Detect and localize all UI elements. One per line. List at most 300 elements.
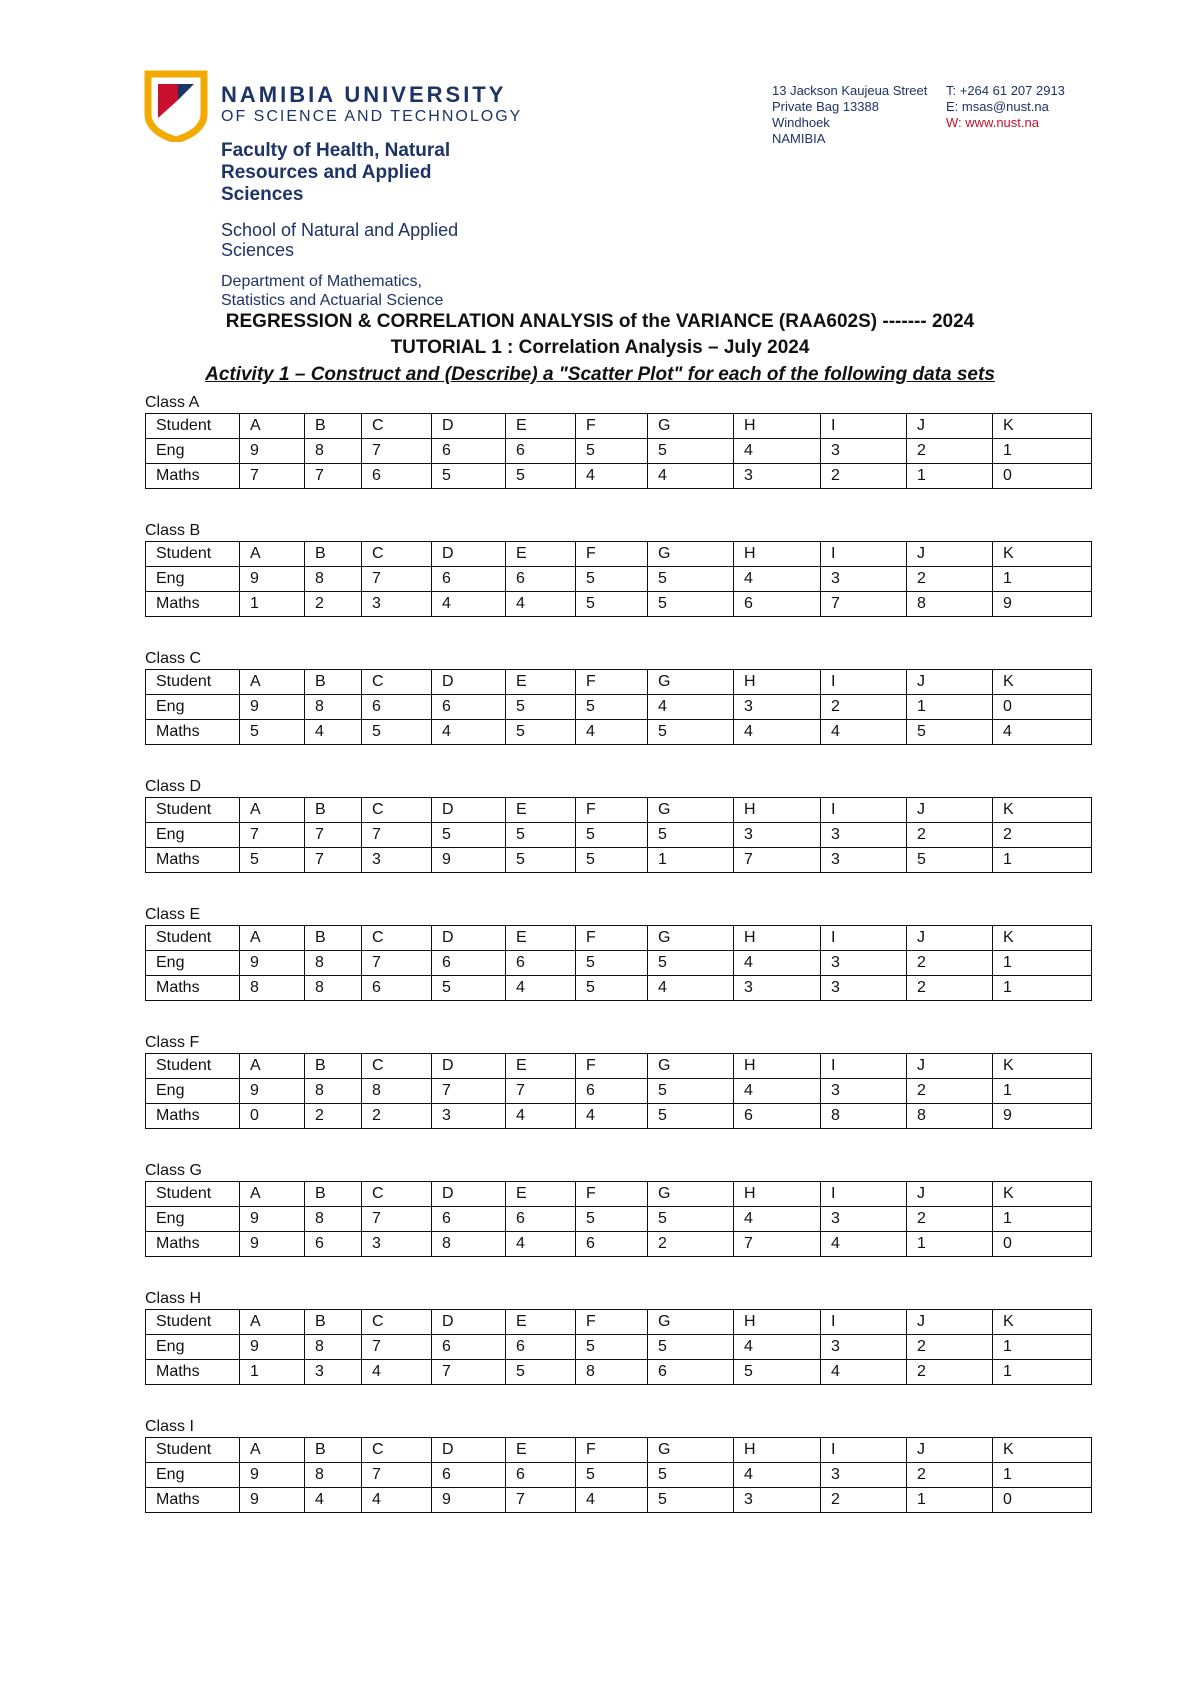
- row-header-cell: Student: [146, 926, 240, 951]
- table-cell: 9: [240, 1079, 305, 1104]
- table-cell: K: [993, 1438, 1092, 1463]
- table-cell: 3: [821, 1335, 907, 1360]
- address-line: Windhoek: [772, 115, 830, 130]
- row-header-cell: Maths: [146, 848, 240, 873]
- table-cell: B: [305, 414, 362, 439]
- table-cell: 8: [821, 1104, 907, 1129]
- table-cell: A: [240, 670, 305, 695]
- table-cell: C: [362, 1182, 432, 1207]
- table-cell: 4: [648, 976, 734, 1001]
- scores-table: [145, 797, 1092, 873]
- table-cell: 5: [240, 720, 305, 745]
- class-label: Class G: [145, 1162, 202, 1179]
- table-cell: H: [734, 1310, 821, 1335]
- table-cell: 8: [305, 1463, 362, 1488]
- table-cell: F: [576, 1182, 648, 1207]
- table-cell: 3: [821, 567, 907, 592]
- table-cell: J: [907, 1438, 993, 1463]
- table-cell: 3: [821, 848, 907, 873]
- table-cell: 3: [362, 1232, 432, 1257]
- table-row: [146, 951, 1092, 976]
- table-cell: 9: [240, 1488, 305, 1513]
- class-label: Class H: [145, 1290, 202, 1307]
- table-cell: 9: [432, 1488, 506, 1513]
- table-cell: 6: [576, 1079, 648, 1104]
- class-label: Class F: [145, 1034, 200, 1051]
- table-cell: 8: [362, 1079, 432, 1104]
- table-cell: 1: [907, 1232, 993, 1257]
- table-cell: 4: [362, 1488, 432, 1513]
- table-cell: 7: [362, 1335, 432, 1360]
- table-cell: C: [362, 1054, 432, 1079]
- table-cell: 5: [648, 1207, 734, 1232]
- table-cell: B: [305, 1438, 362, 1463]
- table-cell: I: [821, 542, 907, 567]
- table-cell: 5: [506, 823, 576, 848]
- table-cell: D: [432, 670, 506, 695]
- class-block: [145, 1289, 1091, 1385]
- table-cell: 7: [362, 1463, 432, 1488]
- table-cell: 4: [432, 592, 506, 617]
- table-cell: 2: [821, 695, 907, 720]
- table-cell: E: [506, 542, 576, 567]
- table-cell: 1: [907, 695, 993, 720]
- table-cell: B: [305, 542, 362, 567]
- table-cell: 6: [432, 695, 506, 720]
- scores-table: [145, 1181, 1092, 1257]
- table-cell: 4: [734, 439, 821, 464]
- table-cell: K: [993, 926, 1092, 951]
- table-cell: 8: [305, 1207, 362, 1232]
- table-cell: 7: [362, 951, 432, 976]
- table-cell: 9: [240, 1207, 305, 1232]
- table-row: [146, 414, 1092, 439]
- table-cell: 5: [576, 1207, 648, 1232]
- table-cell: G: [648, 542, 734, 567]
- university-name: NAMIBIA UNIVERSITY: [221, 82, 507, 107]
- table-cell: A: [240, 1310, 305, 1335]
- table-cell: 1: [240, 592, 305, 617]
- table-cell: 8: [305, 567, 362, 592]
- table-row: [146, 1054, 1092, 1079]
- class-label: Class I: [145, 1418, 194, 1435]
- table-cell: 8: [305, 439, 362, 464]
- table-cell: C: [362, 542, 432, 567]
- row-header-cell: Student: [146, 1054, 240, 1079]
- table-cell: 5: [576, 1463, 648, 1488]
- table-cell: 5: [576, 848, 648, 873]
- table-cell: 3: [305, 1360, 362, 1385]
- table-cell: E: [506, 1310, 576, 1335]
- table-cell: E: [506, 926, 576, 951]
- table-cell: 4: [821, 1232, 907, 1257]
- table-cell: 5: [907, 848, 993, 873]
- table-cell: G: [648, 798, 734, 823]
- table-cell: 1: [993, 1463, 1092, 1488]
- table-cell: H: [734, 1182, 821, 1207]
- table-cell: 7: [240, 464, 305, 489]
- table-cell: J: [907, 926, 993, 951]
- table-cell: J: [907, 414, 993, 439]
- table-row: [146, 670, 1092, 695]
- row-header-cell: Maths: [146, 976, 240, 1001]
- table-cell: 6: [734, 1104, 821, 1129]
- row-header-cell: Student: [146, 542, 240, 567]
- table-cell: 7: [432, 1079, 506, 1104]
- table-row: [146, 542, 1092, 567]
- table-cell: 4: [734, 567, 821, 592]
- address-line: NAMIBIA: [772, 131, 826, 146]
- table-cell: K: [993, 1310, 1092, 1335]
- table-cell: 9: [240, 951, 305, 976]
- table-cell: K: [993, 670, 1092, 695]
- table-cell: 4: [305, 720, 362, 745]
- table-cell: 8: [907, 1104, 993, 1129]
- table-cell: 5: [576, 951, 648, 976]
- table-cell: 8: [907, 592, 993, 617]
- table-cell: E: [506, 1438, 576, 1463]
- table-cell: K: [993, 414, 1092, 439]
- table-cell: 0: [993, 464, 1092, 489]
- table-cell: 4: [506, 1232, 576, 1257]
- row-header-cell: Maths: [146, 1232, 240, 1257]
- class-block: [145, 649, 1091, 745]
- table-cell: 6: [506, 1335, 576, 1360]
- table-cell: K: [993, 1054, 1092, 1079]
- table-cell: 9: [240, 1232, 305, 1257]
- table-cell: 5: [506, 1360, 576, 1385]
- row-header-cell: Eng: [146, 951, 240, 976]
- table-cell: 9: [240, 567, 305, 592]
- table-cell: 2: [907, 951, 993, 976]
- table-cell: 1: [993, 1335, 1092, 1360]
- department-name: Department of Mathematics, Statistics and Actuarial Science: [221, 273, 444, 309]
- table-cell: 3: [734, 464, 821, 489]
- table-cell: 7: [821, 592, 907, 617]
- table-cell: C: [362, 414, 432, 439]
- table-cell: 3: [821, 1207, 907, 1232]
- table-cell: 3: [734, 1488, 821, 1513]
- scores-table: [145, 1053, 1092, 1129]
- table-cell: 5: [576, 695, 648, 720]
- table-cell: 6: [506, 1207, 576, 1232]
- class-label: Class A: [145, 394, 200, 411]
- table-cell: 3: [362, 848, 432, 873]
- table-cell: 4: [821, 720, 907, 745]
- table-cell: 2: [907, 1463, 993, 1488]
- table-cell: G: [648, 670, 734, 695]
- table-cell: 8: [305, 1335, 362, 1360]
- table-row: [146, 848, 1092, 873]
- table-cell: K: [993, 1182, 1092, 1207]
- table-cell: I: [821, 414, 907, 439]
- table-cell: F: [576, 798, 648, 823]
- table-row: [146, 1360, 1092, 1385]
- table-cell: 5: [576, 976, 648, 1001]
- table-cell: J: [907, 1054, 993, 1079]
- table-cell: G: [648, 926, 734, 951]
- table-cell: 6: [432, 1207, 506, 1232]
- table-cell: 5: [648, 567, 734, 592]
- table-cell: 2: [907, 439, 993, 464]
- table-cell: 6: [506, 439, 576, 464]
- table-cell: 7: [506, 1079, 576, 1104]
- row-header-cell: Eng: [146, 1207, 240, 1232]
- table-row: [146, 823, 1092, 848]
- table-cell: 5: [506, 695, 576, 720]
- table-cell: 6: [432, 567, 506, 592]
- table-cell: 0: [993, 1488, 1092, 1513]
- table-row: [146, 1463, 1092, 1488]
- table-cell: G: [648, 414, 734, 439]
- row-header-cell: Maths: [146, 592, 240, 617]
- table-cell: 6: [432, 439, 506, 464]
- table-row: [146, 1104, 1092, 1129]
- class-label: Class E: [145, 906, 201, 923]
- table-cell: E: [506, 1054, 576, 1079]
- table-cell: 5: [648, 823, 734, 848]
- table-cell: 6: [506, 951, 576, 976]
- course-title: REGRESSION & CORRELATION ANALYSIS of the VARIANCE (RAA602S) ------- 2024: [225, 311, 975, 332]
- scores-table: [145, 1437, 1092, 1513]
- table-cell: 7: [362, 439, 432, 464]
- table-cell: 7: [305, 823, 362, 848]
- row-header-cell: Student: [146, 798, 240, 823]
- table-cell: C: [362, 798, 432, 823]
- class-block: [145, 1417, 1091, 1513]
- table-cell: B: [305, 1182, 362, 1207]
- table-cell: A: [240, 1182, 305, 1207]
- row-header-cell: Maths: [146, 464, 240, 489]
- table-cell: 0: [240, 1104, 305, 1129]
- table-cell: 4: [506, 592, 576, 617]
- row-header-cell: Student: [146, 1438, 240, 1463]
- table-cell: 4: [734, 951, 821, 976]
- table-cell: F: [576, 414, 648, 439]
- table-cell: 2: [907, 567, 993, 592]
- row-header-cell: Student: [146, 414, 240, 439]
- table-cell: H: [734, 414, 821, 439]
- table-cell: 6: [506, 567, 576, 592]
- table-cell: 4: [576, 720, 648, 745]
- table-cell: 5: [576, 823, 648, 848]
- table-row: [146, 439, 1092, 464]
- table-cell: 9: [240, 439, 305, 464]
- table-cell: G: [648, 1054, 734, 1079]
- row-header-cell: Student: [146, 1182, 240, 1207]
- table-cell: 4: [648, 695, 734, 720]
- table-cell: 5: [734, 1360, 821, 1385]
- table-cell: B: [305, 1054, 362, 1079]
- table-cell: 1: [993, 439, 1092, 464]
- table-cell: 3: [734, 823, 821, 848]
- table-cell: 1: [907, 1488, 993, 1513]
- table-cell: 5: [576, 567, 648, 592]
- table-cell: 7: [734, 848, 821, 873]
- school-name: School of Natural and Applied Sciences: [221, 220, 459, 260]
- table-cell: 3: [362, 592, 432, 617]
- scores-table: [145, 669, 1092, 745]
- scores-table: [145, 541, 1092, 617]
- table-cell: H: [734, 670, 821, 695]
- table-row: [146, 567, 1092, 592]
- table-cell: 2: [362, 1104, 432, 1129]
- table-cell: 5: [576, 1335, 648, 1360]
- table-cell: D: [432, 1310, 506, 1335]
- class-label: Class D: [145, 778, 202, 795]
- table-row: [146, 926, 1092, 951]
- row-header-cell: Eng: [146, 1463, 240, 1488]
- table-cell: 6: [648, 1360, 734, 1385]
- table-cell: 2: [993, 823, 1092, 848]
- table-cell: I: [821, 1182, 907, 1207]
- table-cell: 5: [648, 720, 734, 745]
- table-cell: D: [432, 798, 506, 823]
- table-cell: 1: [993, 976, 1092, 1001]
- table-cell: C: [362, 1438, 432, 1463]
- table-cell: 2: [305, 1104, 362, 1129]
- table-cell: 2: [907, 1335, 993, 1360]
- table-cell: 4: [576, 1104, 648, 1129]
- table-cell: F: [576, 542, 648, 567]
- phone-number: T: +264 61 207 2913: [946, 83, 1065, 98]
- table-cell: 1: [993, 567, 1092, 592]
- table-row: [146, 1207, 1092, 1232]
- table-cell: 3: [821, 439, 907, 464]
- table-cell: 5: [576, 592, 648, 617]
- table-cell: D: [432, 1054, 506, 1079]
- table-cell: I: [821, 798, 907, 823]
- table-cell: F: [576, 1054, 648, 1079]
- row-header-cell: Eng: [146, 695, 240, 720]
- table-cell: 5: [648, 951, 734, 976]
- table-cell: J: [907, 798, 993, 823]
- table-cell: I: [821, 1310, 907, 1335]
- table-cell: 4: [432, 720, 506, 745]
- table-cell: F: [576, 1310, 648, 1335]
- table-cell: 1: [993, 1207, 1092, 1232]
- row-header-cell: Eng: [146, 439, 240, 464]
- table-cell: 5: [907, 720, 993, 745]
- table-cell: 4: [576, 464, 648, 489]
- table-cell: E: [506, 1182, 576, 1207]
- table-cell: 4: [734, 1463, 821, 1488]
- table-cell: 2: [907, 1207, 993, 1232]
- table-cell: K: [993, 798, 1092, 823]
- table-cell: I: [821, 1438, 907, 1463]
- scores-table: [145, 1309, 1092, 1385]
- table-cell: E: [506, 670, 576, 695]
- table-row: [146, 1488, 1092, 1513]
- table-cell: 9: [432, 848, 506, 873]
- row-header-cell: Student: [146, 1310, 240, 1335]
- table-cell: 6: [362, 464, 432, 489]
- table-cell: 8: [305, 695, 362, 720]
- table-cell: 4: [506, 976, 576, 1001]
- email-address[interactable]: E: msas@nust.na: [946, 99, 1049, 114]
- scores-table: [145, 925, 1092, 1001]
- table-cell: 3: [821, 976, 907, 1001]
- table-cell: 7: [734, 1232, 821, 1257]
- table-cell: J: [907, 542, 993, 567]
- row-header-cell: Maths: [146, 1104, 240, 1129]
- class-label: Class B: [145, 522, 201, 539]
- table-cell: 1: [993, 1360, 1092, 1385]
- table-cell: 9: [993, 592, 1092, 617]
- table-cell: 6: [576, 1232, 648, 1257]
- table-cell: D: [432, 542, 506, 567]
- table-cell: 5: [506, 464, 576, 489]
- table-cell: 6: [362, 976, 432, 1001]
- class-label: Class C: [145, 650, 202, 667]
- table-cell: 8: [305, 951, 362, 976]
- table-cell: 4: [734, 720, 821, 745]
- table-cell: 5: [432, 976, 506, 1001]
- table-cell: J: [907, 1182, 993, 1207]
- table-cell: A: [240, 414, 305, 439]
- table-cell: 7: [506, 1488, 576, 1513]
- row-header-cell: Maths: [146, 1488, 240, 1513]
- table-cell: I: [821, 926, 907, 951]
- table-cell: 5: [648, 592, 734, 617]
- row-header-cell: Eng: [146, 1079, 240, 1104]
- table-cell: G: [648, 1438, 734, 1463]
- table-cell: 7: [305, 848, 362, 873]
- table-cell: 5: [648, 1488, 734, 1513]
- table-cell: 9: [240, 695, 305, 720]
- table-cell: 7: [362, 567, 432, 592]
- table-cell: 5: [648, 439, 734, 464]
- table-cell: H: [734, 798, 821, 823]
- table-cell: H: [734, 1438, 821, 1463]
- table-cell: 8: [305, 1079, 362, 1104]
- table-row: [146, 1335, 1092, 1360]
- table-cell: A: [240, 1054, 305, 1079]
- row-header-cell: Eng: [146, 1335, 240, 1360]
- table-cell: F: [576, 1438, 648, 1463]
- activity-title: Activity 1 – Construct and (Describe) a "Scatter Plot" for each of the following data sets: [205, 364, 995, 385]
- table-cell: 4: [648, 464, 734, 489]
- table-cell: 2: [648, 1232, 734, 1257]
- table-cell: 4: [821, 1360, 907, 1385]
- table-cell: 5: [648, 1463, 734, 1488]
- table-cell: 6: [506, 1463, 576, 1488]
- university-logo: [144, 70, 208, 142]
- table-cell: 5: [576, 439, 648, 464]
- website-link[interactable]: W: www.nust.na: [946, 115, 1039, 130]
- table-cell: 6: [734, 592, 821, 617]
- contact-details: [946, 83, 1065, 131]
- table-cell: 9: [993, 1104, 1092, 1129]
- table-cell: 2: [821, 1488, 907, 1513]
- address-line: 13 Jackson Kaujeua Street: [772, 83, 928, 98]
- university-subname: OF SCIENCE AND TECHNOLOGY: [221, 108, 523, 125]
- class-block: [145, 905, 1091, 1001]
- table-cell: 6: [432, 1335, 506, 1360]
- table-cell: 9: [240, 1335, 305, 1360]
- table-row: [146, 1438, 1092, 1463]
- table-cell: 5: [432, 464, 506, 489]
- address-line: Private Bag 13388: [772, 99, 879, 114]
- table-cell: 6: [362, 695, 432, 720]
- table-row: [146, 720, 1092, 745]
- table-cell: 0: [993, 695, 1092, 720]
- table-cell: 2: [907, 976, 993, 1001]
- table-cell: C: [362, 1310, 432, 1335]
- table-cell: A: [240, 798, 305, 823]
- table-row: [146, 1310, 1092, 1335]
- table-cell: 1: [993, 1079, 1092, 1104]
